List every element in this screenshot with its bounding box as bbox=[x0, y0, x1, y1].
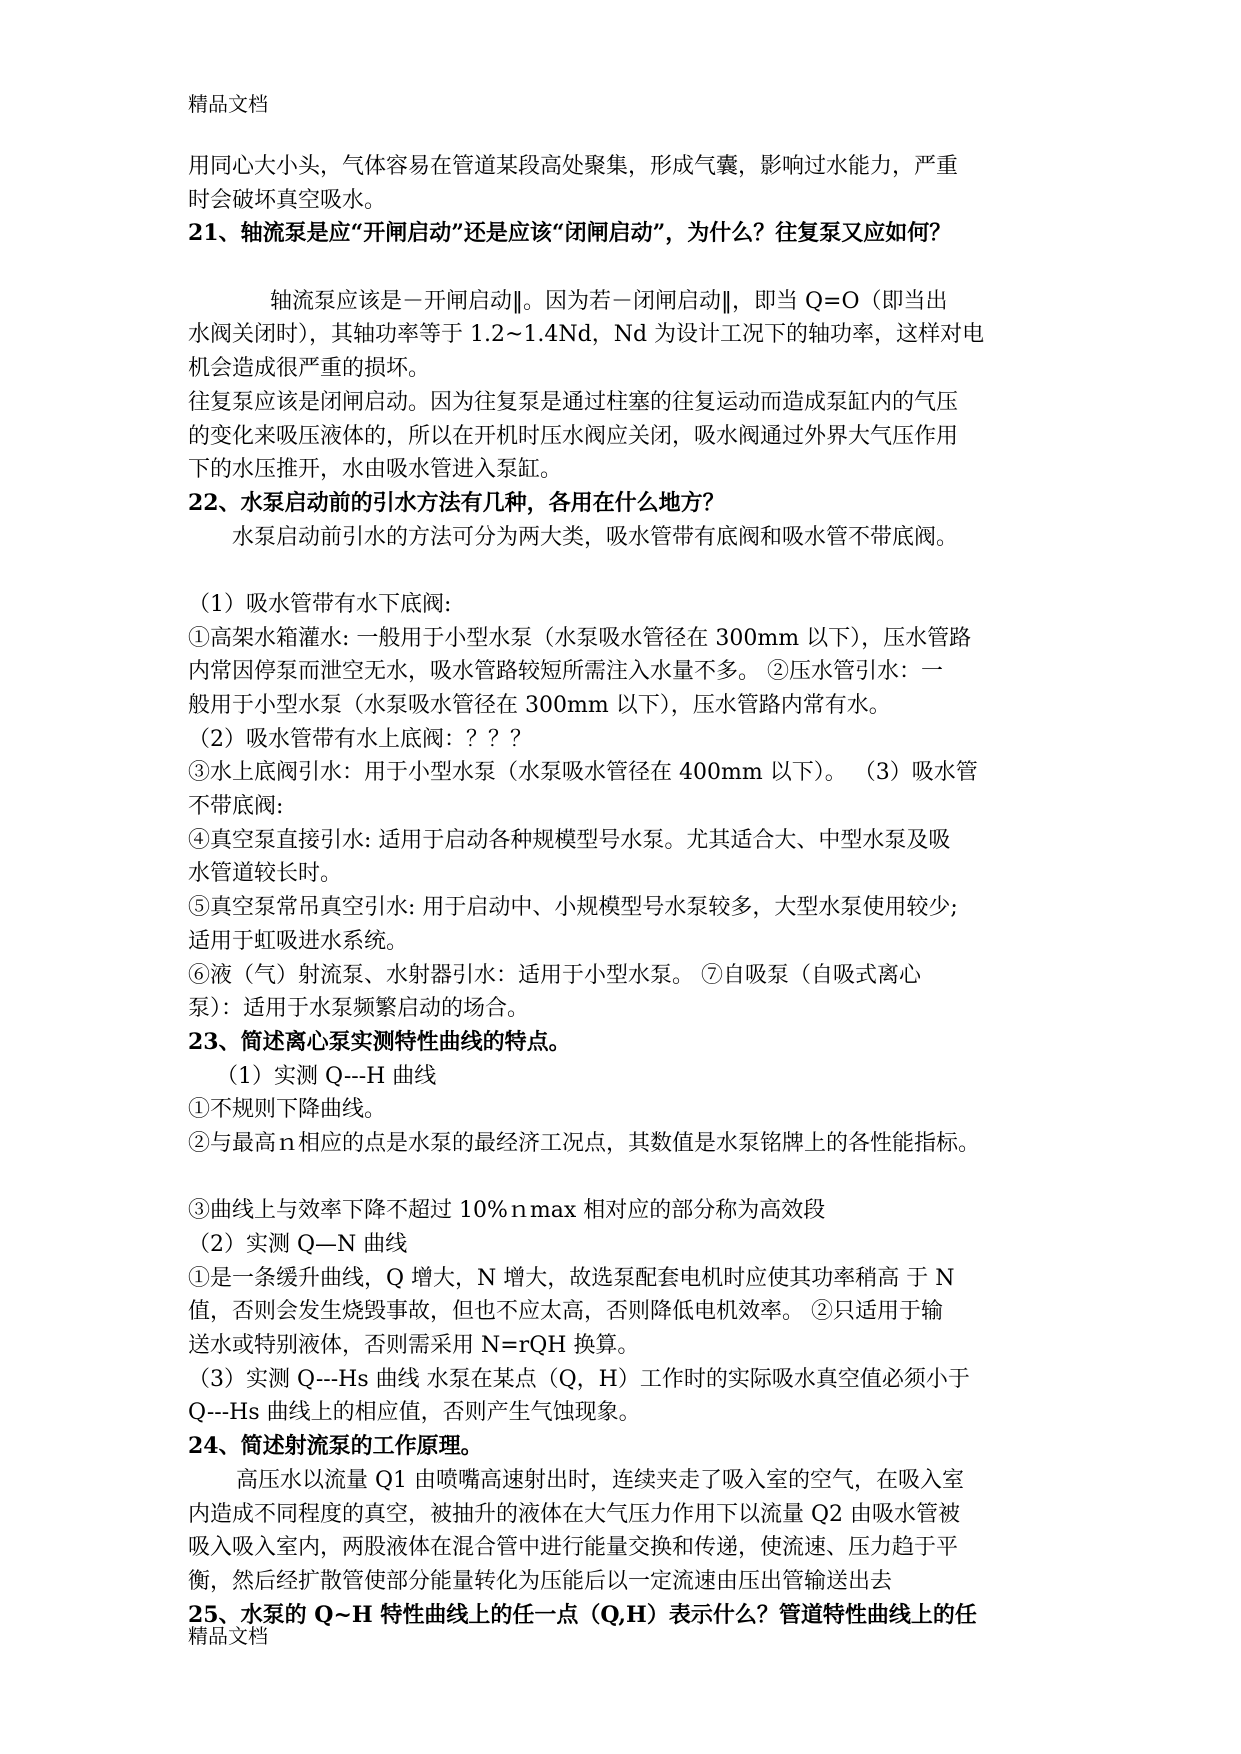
paragraph-line: 用同心大小头，气体容易在管道某段高处聚集，形成气囊，影响过水能力，严重 bbox=[188, 154, 959, 179]
page-footer: 精品文档 bbox=[188, 1624, 268, 1648]
page-header: 精品文档 bbox=[188, 92, 268, 116]
paragraph-line: ③曲线上与效率下降不超过 10%ｎmax 相对应的部分称为高效段 bbox=[188, 1198, 826, 1224]
paragraph-line: 水管道较长时。 bbox=[188, 861, 343, 887]
document-body bbox=[188, 150, 1058, 1632]
paragraph-line: 内常因停泵而泄空无水，吸水管路较短所需注入水量不多。 ②压水管引水：一 bbox=[188, 659, 943, 685]
paragraph-line: 衡，然后经扩散管使部分能量转化为压能后以一定流速由压出管输送出去 bbox=[188, 1568, 893, 1594]
paragraph-line: （2）吸水管带有水上底阀：？？？ bbox=[188, 726, 532, 752]
paragraph-line: 般用于小型水泵（水泵吸水管径在 300mm 以下），压水管路内常有水。 bbox=[188, 693, 891, 718]
blank-line bbox=[188, 251, 1058, 285]
paragraph-line: ①是一条缓升曲线，Q 增大，N 增大，故选泵配套电机时应使其功率稍高 于 N bbox=[188, 1265, 955, 1291]
paragraph-line: 吸入吸入室内，两股液体在混合管中进行能量交换和传递，使流速、压力趋于平 bbox=[188, 1535, 959, 1561]
paragraph-line: 内造成不同程度的真空，被抽升的液体在大气压力作用下以流量 Q2 由吸水管被 bbox=[188, 1501, 961, 1527]
paragraph-line: 不带底阀: bbox=[188, 794, 284, 820]
paragraph-line: 时会破坏真空吸水。 bbox=[188, 187, 387, 213]
paragraph-line: （3）实测 Q---Hs 曲线 水泵在某点（Q，H）工作时的实际吸水真空值必须小于 bbox=[188, 1366, 970, 1392]
paragraph-line: ①高架水箱灌水: 一般用于小型水泵（水泵吸水管径在 300mm 以下），压水管路 bbox=[188, 625, 972, 651]
paragraph-line: 机会造成很严重的损坏。 bbox=[188, 356, 431, 382]
paragraph-line: （1）实测 Q---H 曲线 bbox=[216, 1063, 437, 1089]
blank-line bbox=[188, 554, 1058, 588]
question-heading: 23、简述离心泵实测特性曲线的特点。 bbox=[188, 1028, 571, 1055]
question-heading: 25、水泵的 Q~H 特性曲线上的任一点（Q,H）表示什么？管道特性曲线上的任 bbox=[188, 1601, 977, 1628]
paragraph-line: 高压水以流量 Q1 由喷嘴高速射出时，连续夹走了吸入室的空气，在吸入室 bbox=[236, 1467, 965, 1493]
paragraph-line: （1）吸水管带有水下底阀: bbox=[188, 591, 452, 617]
paragraph-line: 泵）：适用于水泵频繁启动的场合。 bbox=[188, 996, 530, 1022]
paragraph-line: Q---Hs 曲线上的相应值，否则产生气蚀现象。 bbox=[188, 1400, 641, 1426]
paragraph-line: ④真空泵直接引水: 适用于启动各种规模型号水泵。尤其适合大、中型水泵及吸 bbox=[188, 827, 951, 853]
paragraph-line: （2）实测 Q—N 曲线 bbox=[188, 1232, 408, 1257]
paragraph-line: 的变化来吸压液体的，所以在开机时压水阀应关闭，吸水阀通过外界大气压作用 bbox=[188, 423, 959, 449]
paragraph-line: 适用于虹吸进水系统。 bbox=[188, 928, 409, 954]
paragraph-line: ②与最高ｎ相应的点是水泵的最经济工况点，其数值是水泵铭牌上的各性能指标。 bbox=[188, 1130, 981, 1156]
question-heading: 24、简述射流泵的工作原理。 bbox=[188, 1433, 483, 1460]
paragraph-line: 水阀关闭时），其轴功率等于 1.2~1.4Nd，Nd 为设计工况下的轴功率，这样对电 bbox=[188, 322, 985, 348]
paragraph-line: ③水上底阀引水：用于小型水泵（水泵吸水管径在 400mm 以下）。 （3）吸水管 bbox=[188, 760, 978, 786]
paragraph-line: ⑥液（气）射流泵、水射器引水：适用于小型水泵。 ⑦自吸泵（自吸式离心 bbox=[188, 962, 921, 988]
paragraph-line: ⑤真空泵常吊真空引水: 用于启动中、小规模型号水泵较多，大型水泵使用较少; bbox=[188, 895, 958, 921]
paragraph-line: 值，否则会发生烧毁事故，但也不应太高，否则降低电机效率。 ②只适用于输 bbox=[188, 1299, 943, 1325]
question-heading: 22、水泵启动前的引水方法有几种，各用在什么地方？ bbox=[188, 489, 725, 516]
paragraph-line: 下的水压推开，水由吸水管进入泵缸。 bbox=[188, 457, 563, 483]
paragraph-line: ①不规则下降曲线。 bbox=[188, 1097, 387, 1123]
paragraph-line: 往复泵应该是闭闸启动。因为往复泵是通过柱塞的往复运动而造成泵缸内的气压 bbox=[188, 389, 959, 415]
question-heading: 21、轴流泵是应“开闸启动”还是应该“闭闸启动”，为什么？往复泵又应如何？ bbox=[188, 220, 952, 247]
paragraph-line: 轴流泵应该是－开闸启动‖。因为若－闭闸启动‖，即当 Q=O（即当出 bbox=[270, 288, 948, 314]
paragraph-line: 水泵启动前引水的方法可分为两大类，吸水管带有底阀和吸水管不带底阀。 bbox=[232, 524, 959, 550]
blank-line bbox=[188, 1161, 1058, 1195]
paragraph-line: 送水或特别液体，否则需采用 N=rQH 换算。 bbox=[188, 1333, 640, 1359]
